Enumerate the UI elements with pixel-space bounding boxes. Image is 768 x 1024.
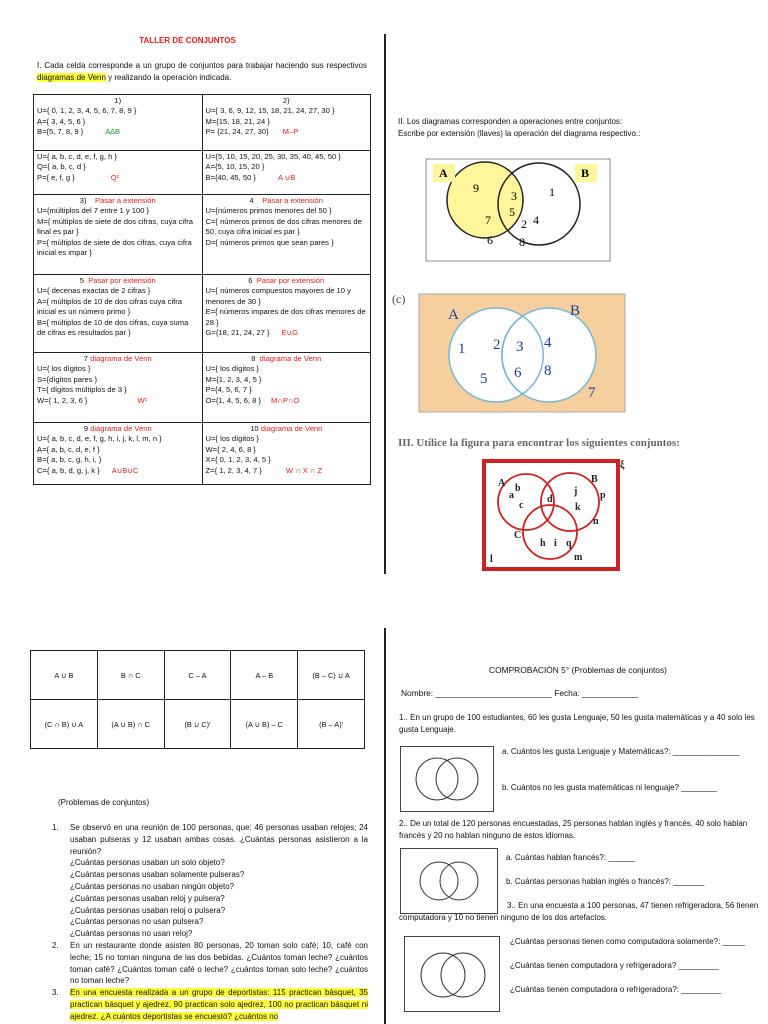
svg-text:8: 8 bbox=[519, 235, 525, 249]
venn1-label-b: B bbox=[581, 166, 590, 180]
svg-text:A: A bbox=[498, 478, 506, 489]
question-3c: ¿Cuántas tienen computadora o refrigeradora?: _________ bbox=[510, 985, 722, 994]
svg-text:p: p bbox=[600, 490, 606, 501]
cell-2: 2) U={ 3, 6, 9, 12, 15, 18, 21, 24, 27, 30 } M={15, 18, 21, 24 } P= {21, 24, 27, 30} M–P bbox=[202, 95, 371, 151]
question-2b: b. Cuántas personas hablan inglés o francés?: _______ bbox=[506, 877, 705, 886]
problem-3: 3. En una encuesta realizada a un grupo de deportistas: 115 practican básquet, 35 practican básquet y ajedrez, 90 practican solo ajedrez, 100 no practican básquet ni ajedrez. ¿A cuántos deportistas se encuestó? ¿cuántos no bbox=[52, 988, 368, 1021]
svg-text:9: 9 bbox=[473, 181, 479, 195]
answer-venn-1 bbox=[400, 746, 494, 812]
cell-3: U={ a, b, c, d, e, f, g, h } Q={ a, b, c, d } P={ e, f, g } Qᶜ bbox=[34, 151, 203, 195]
svg-text:1: 1 bbox=[458, 341, 466, 357]
problems-list bbox=[52, 822, 368, 1023]
sets-table bbox=[33, 94, 371, 485]
question-2a: a. Cuántas hablan francés?: ______ bbox=[506, 853, 635, 862]
section-3-instructions: III. Utilice la figura para encontrar los siguientes conjuntos: bbox=[398, 437, 680, 449]
question-1: 1.. En un grupo de 100 estudiantes, 60 les gusta Lenguaje, 50 les gusta matemáticas y a 40 solo les gusta Lenguaje. bbox=[399, 713, 755, 734]
svg-text:ξ: ξ bbox=[620, 460, 625, 471]
question-1a: a. Cuántos les gusta Lenguaje y Matemáticas?: _______________ bbox=[502, 747, 740, 756]
svg-text:5: 5 bbox=[480, 371, 488, 387]
venn-diagram-1 bbox=[425, 158, 611, 262]
venn-diagram-3 bbox=[478, 456, 628, 574]
cell-1: 1) U={ 0, 1, 2, 3, 4, 5, 6, 7, 8, 9 } A={ 3, 4, 5, 6 } B={5, 7, 8, 9 } A∆B bbox=[34, 95, 203, 151]
svg-text:4: 4 bbox=[533, 213, 539, 227]
cell-12: 10 diagrama de Venn U={ los dígitos } W={ 2, 4, 6, 8 } X={ 0, 1, 2, 3, 4, 5 } Z={ 1, 2, 3, 4, 7 } W ∩ X ∩ Z bbox=[202, 423, 371, 485]
cell-11: 9 diagrama de Venn U={ a, b, c, d, e, f, g, h, i, j, k, l, m, n } A={ a, b, c, d, e, f } B={ a, b, c, g, h, i, } C={ a, b, d, g, j, k } A∪B∪C bbox=[34, 423, 203, 485]
question-3b: ¿Cuántas tienen computadora y refrigeradora? _________ bbox=[510, 961, 719, 970]
svg-text:6: 6 bbox=[487, 233, 493, 247]
svg-text:3: 3 bbox=[516, 339, 524, 355]
svg-text:7: 7 bbox=[485, 213, 491, 227]
cell-9: 7 diagrama de Venn U={ los dígitos } S={dígitos pares } T={ dígitos múltiplos de 3 } W={ 1, 2, 3, 6 } Wᶜ bbox=[34, 353, 203, 423]
svg-text:C: C bbox=[514, 530, 522, 541]
svg-text:n: n bbox=[593, 516, 599, 527]
name-date-line: Nombre: _________________________ Fecha: ____________ bbox=[401, 688, 639, 698]
svg-text:a: a bbox=[509, 490, 514, 501]
svg-text:d: d bbox=[547, 494, 553, 505]
svg-text:8: 8 bbox=[544, 363, 552, 379]
divider-bottom bbox=[384, 628, 386, 1024]
svg-text:2: 2 bbox=[521, 217, 527, 231]
divider-top bbox=[384, 34, 386, 574]
cell-10: 8 diagrama de Venn U={ los dígitos } M={1, 2, 3, 4, 5 } P={4, 5, 6, 7 } O={1, 4, 5, 6, 8 } M∩P∩O bbox=[202, 353, 371, 423]
svg-text:B: B bbox=[570, 303, 581, 319]
svg-text:k: k bbox=[575, 502, 581, 513]
svg-text:3: 3 bbox=[511, 189, 517, 203]
venn-diagram-2 bbox=[418, 293, 626, 413]
cell-4: U={5, 10, 15, 20, 25, 30, 35, 40, 45, 50 } A={5, 10, 15, 20 } B={40, 45, 50 } A ∪B bbox=[202, 151, 371, 195]
svg-text:B: B bbox=[591, 474, 598, 485]
answer-venn-3 bbox=[404, 936, 500, 1012]
cell-6: 4 Pasar a extensión U={números primos menores del 50 } C={ números primos de dos cifras menores de 50, cuya cifra inicial es par } D={ números primos que sean pares } bbox=[202, 195, 371, 275]
svg-text:6: 6 bbox=[514, 365, 522, 381]
question-2: 2.. De un total de 120 personas encuestadas, 25 personas hablan inglés y francés, 40 solo hablan francés y 20 no hablan ninguno de estos idiomas. bbox=[399, 819, 748, 840]
intro-text: I. Cada celda corresponde a un grupo de conjuntos para trabajar haciendo sus respectivos diagramas de Venn y realizando la operación indicada. bbox=[37, 61, 367, 82]
svg-text:i: i bbox=[554, 538, 557, 549]
question-1b: b. Cuántos no les gusta matemáticas ni lenguaje? ________ bbox=[502, 783, 717, 792]
svg-text:m: m bbox=[574, 552, 583, 563]
svg-text:c: c bbox=[519, 500, 524, 511]
problem-1: 1. Se observó en una reunión de 100 personas, que: 46 personas usaban relojes; 24 usaban pulseras y 12 usaban ambas cosas. ¿Cuántas personas asistieron a la reunión? ¿Cuántas personas usaban un solo objeto? ¿Cuántas personas usaban solamente pulseras? ¿Cuántas personas no usaban ningún objeto? ¿Cuántas personas usaban reloj y pulsera? ¿Cuántas personas usaban reloj o pulsera? ¿Cuántas personas no usan pulsera? ¿Cuántas personas no usan reloj? bbox=[52, 823, 368, 939]
problem-2: 2. En un restaurante donde asisten 80 personas, 20 toman solo café; 10, café con leche; 15 no toman ninguna de las dos bebidas. ¿Cuántos toman leche? ¿cuántos toman café? ¿Cuántos toman café o leche? ¿cuántos toman solo leche? ¿cuántos no toman leche? bbox=[52, 940, 368, 986]
operations-table: A ∪ B B ∩ C C – A A – B (B – C) ∪ A (C ∩ B) ∪ A (A ∪ B) ∩ C (B ∪ C)′ (A ∪ B) – C (B – A)′ bbox=[30, 650, 365, 749]
question-3a: ¿Cuántas personas tienen como computadora solamente?: _____ bbox=[510, 937, 745, 946]
cell-7: 5 Pasar por extensión U={ decenas exactas de 2 cifras } A={ múltiplos de 10 de dos cifras cuya cifra inicial es un número primo } B={ múltiplos de 10 de dos cifras, cuya suma de cifras es resultados par } bbox=[34, 275, 203, 353]
svg-text:4: 4 bbox=[544, 335, 552, 351]
svg-text:b: b bbox=[515, 483, 521, 494]
venn2-label: (c) bbox=[392, 292, 406, 306]
svg-text:A: A bbox=[448, 307, 459, 323]
svg-text:q: q bbox=[566, 538, 572, 549]
svg-text:h: h bbox=[540, 538, 546, 549]
svg-text:j: j bbox=[574, 486, 578, 497]
problems-heading: (Problemas de conjuntos) bbox=[58, 798, 150, 807]
venn1-label-a: A bbox=[439, 166, 448, 180]
comprobacion-title: COMPROBACIÓN 5° (Problemas de conjuntos) bbox=[489, 665, 667, 675]
svg-text:1: 1 bbox=[549, 185, 555, 199]
svg-text:2: 2 bbox=[493, 337, 501, 353]
section-2-instructions: II. Los diagramas corresponden a operaciones entre conjuntos: Escribe por extensión (llaves) la operación del diagrama respectivo.: bbox=[398, 117, 641, 138]
question-3: 3.. En una encuesta a 100 personas, 47 tienen refrigeradora, 56 tienen computadora y 10 no tienen ninguno de los dos artefactos. bbox=[399, 901, 759, 922]
svg-text:l: l bbox=[490, 554, 493, 565]
cell-5: 3) Pasar a extensión U={múltiplos del 7 entre 1 y 100 } M={ múltiplos de siete de dos cifras, cuya cifra final es par } P={ múltiplos de siete de dos cifras, cuya cifra inicial es impar } bbox=[34, 195, 203, 275]
svg-text:7: 7 bbox=[588, 385, 596, 401]
svg-text:5: 5 bbox=[509, 205, 515, 219]
page-title: TALLER DE CONJUNTOS bbox=[139, 36, 236, 45]
cell-8: 6 Pasar por extensión U={ números compuestos mayores de 10 y menores de 30 } E={ números impares de dos cifras menores de 28 } G={18, 21, 24, 27 } E∪G bbox=[202, 275, 371, 353]
